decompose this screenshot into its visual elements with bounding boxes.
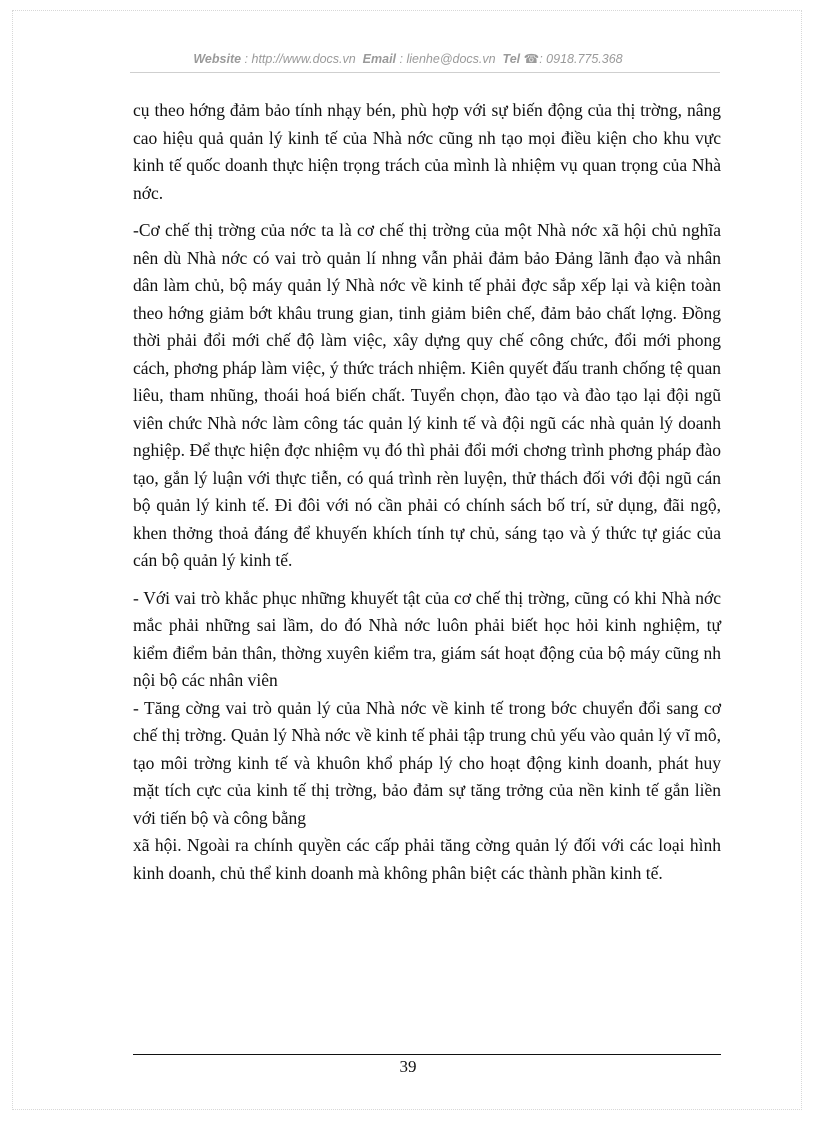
paragraph-4: - Tăng cờng vai trò quản lý của Nhà nớc về kinh tế trong bớc chuyển đổi sang cơ chế thị trờng. Quản lý Nhà nớc về kinh tế phải tập trung chủ yếu vào quản lý vĩ mô, tạo môi trờng kinh tế và khuôn khổ pháp lý cho hoạt động kinh doanh, phát huy mặt tích cực của kinh tế thị trờng, bảo đảm sự tăng trởng của nền kinh tế gắn liền với tiến bộ và công bằng [133, 697, 721, 828]
paragraph-5: xã hội. Ngoài ra chính quyền các cấp phải tăng cờng quản lý đối với các loại hình kinh doanh, chủ thể kinh doanh mà không phân biệt các thành phần kinh tế. [133, 835, 721, 883]
paragraph-3: - Với vai trò khắc phục những khuyết tật của cơ chế thị trờng, cũng có khi Nhà nớc mắc phải những sai lầm, do đó Nhà nớc luôn phải biết học hỏi kinh nghiệm, tự kiểm điểm bản thân, thờng xuyên kiểm tra, giám sát hoạt động của bộ máy cũng nh nội bộ các nhân viên [133, 587, 721, 690]
website-value: : http://www.docs.vn [244, 52, 356, 66]
tel-value: : 0918.775.368 [539, 52, 623, 66]
page-number: 39 [399, 1057, 417, 1076]
email-value: : lienhe@docs.vn [399, 52, 496, 66]
paragraph-2: -Cơ chế thị trờng của nớc ta là cơ chế thị trờng của một Nhà nớc xã hội chủ nghĩa nên dù Nhà nớc có vai trò quản lí nhng vẫn phải đảm bảo Đảng lãnh đạo và nhân dân làm chủ, bộ máy quản lý Nhà nớc về kinh tế phải đợc sắp xếp lại và kiện toàn theo hớng giảm bớt khâu trung gian, tinh giảm biên chế, đảm bảo chất lợng. Đồng thời phải đổi mới chế độ làm việc, xây dựng quy chế công chức, đổi mới phong cách, phơng pháp làm việc, ý thức trách nhiệm. Kiên quyết đấu tranh chống tệ quan liêu, tham nhũng, thoái hoá biến chất. Tuyển chọn, đào tạo và đào tạo lại đội ngũ viên chức Nhà nớc làm công tác quản lý kinh tế và đội ngũ các nhà quản lý doanh nghiệp. Để thực hiện đợc nhiệm vụ đó thì phải đổi mới chơng trình phơng pháp đào tạo, gắn lý luận với thực tiễn, có quá trình rèn luyện, thử thách đối với đội ngũ cán bộ quản lý kinh tế. Đi đôi với nó cần phải có chính sách bố trí, sử dụng, đãi ngộ, khen thởng thoả đáng để khuyến khích tính tự chủ, sáng tạo và ý thức tự giác của cán bộ quản lý kinh tế. [133, 220, 721, 570]
tel-label: Tel [502, 52, 521, 66]
footer-rule [133, 1054, 721, 1055]
header-rule [130, 72, 720, 73]
page-header [0, 51, 816, 66]
paragraph-1: cụ theo hớng đảm bảo tính nhạy bén, phù hợp với sự biến động của thị trờng, nâng cao hiệu quả quản lý kinh tế của Nhà nớc cũng nh tạo mọi điều kiện cho khu vực kinh tế quốc doanh thực hiện trọng trách của mình là nhiệm vụ quan trọng của Nhà nớc. [133, 100, 721, 203]
website-label: Website [193, 52, 242, 66]
email-label: Email [362, 52, 397, 66]
phone-icon: ☎ [523, 52, 540, 66]
body-text [133, 97, 721, 887]
